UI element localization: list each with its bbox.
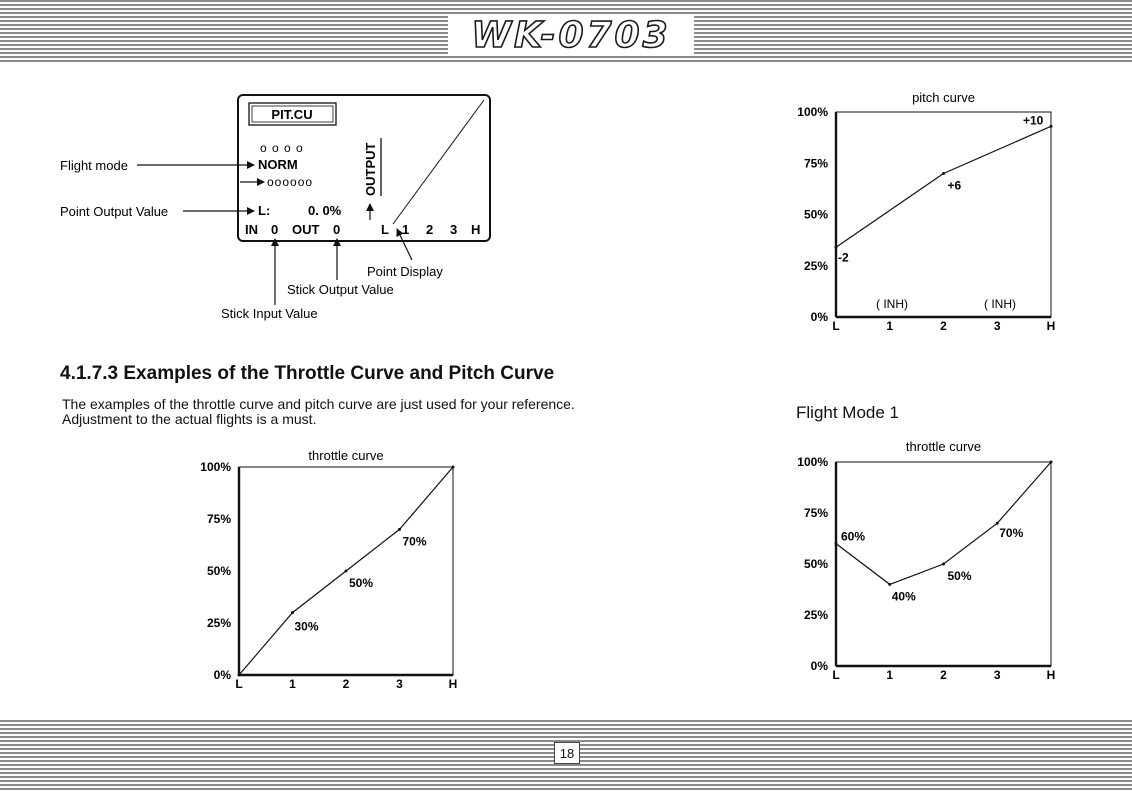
lcd-point-tick: 1 (402, 222, 410, 237)
data-point (888, 583, 891, 586)
data-point (398, 528, 401, 531)
data-point (238, 674, 241, 677)
x-tick-label: 3 (993, 668, 1001, 682)
intro-text: Adjustment to the actual flights is a must. (62, 411, 317, 427)
lcd-output-label: OUTPUT (363, 142, 378, 196)
data-label: 40% (891, 589, 916, 604)
y-tick-label: 0% (810, 659, 828, 673)
data-point (1050, 461, 1053, 464)
x-tick-label: 3 (993, 319, 1001, 333)
callout-flight-mode: Flight mode (60, 158, 128, 173)
data-point (345, 570, 348, 573)
intro-text: The examples of the throttle curve and pitch curve are just used for your reference. (62, 396, 575, 412)
data-point (291, 611, 294, 614)
y-tick-label: 25% (803, 258, 828, 273)
data-label: 50% (349, 576, 374, 590)
x-tick-label: 1 (289, 677, 296, 691)
x-tick-label: H (1046, 668, 1056, 682)
lcd-out-label: OUT (292, 222, 320, 237)
y-tick-label: 25% (206, 616, 231, 630)
x-tick-label: 2 (940, 319, 947, 333)
y-tick-label: 25% (803, 608, 828, 622)
chart-title: pitch curve (912, 90, 975, 105)
inhibit-annotation: ( INH) (876, 297, 908, 311)
x-tick-label: L (235, 677, 243, 691)
data-point (996, 522, 999, 525)
lcd-dots-row: oooooo (267, 175, 314, 189)
lcd-mode-dots: o o o o (260, 141, 304, 155)
x-tick-label: 2 (940, 668, 947, 682)
x-tick-label: 3 (396, 677, 403, 691)
data-label: 30% (294, 619, 319, 634)
lcd-point-label: L: (258, 203, 271, 218)
y-tick-label: 75% (206, 512, 231, 526)
x-tick-label: H (448, 677, 458, 691)
chart-title: throttle curve (308, 448, 384, 463)
y-tick-label: 0% (213, 668, 231, 682)
lcd-point-tick: L (381, 222, 389, 237)
data-label: +6 (947, 178, 962, 193)
flight-mode-title: Flight Mode 1 (796, 403, 899, 422)
lcd-out-value: 0 (333, 222, 341, 237)
lcd-in-value: 0 (271, 222, 279, 237)
y-tick-label: 0% (810, 310, 828, 324)
chart-title: throttle curve (905, 439, 982, 454)
data-point (452, 466, 455, 469)
lcd-point-value: 0. 0% (308, 203, 342, 218)
data-label: +10 (1023, 113, 1044, 128)
y-tick-label: 50% (803, 557, 828, 571)
lcd-point-tick: H (471, 222, 481, 237)
data-point (835, 246, 838, 249)
header-title: WK-0703 (448, 14, 694, 56)
callout-point-output-value: Point Output Value (60, 204, 169, 219)
page-number: 18 (554, 742, 580, 764)
lcd-in-label: IN (245, 222, 258, 237)
callout-stick-output-value: Stick Output Value (287, 282, 394, 297)
x-tick-label: 1 (886, 319, 894, 333)
x-tick-label: H (1046, 319, 1056, 333)
data-label: 60% (841, 529, 866, 544)
y-tick-label: 75% (803, 506, 828, 520)
y-tick-label: 100% (797, 105, 828, 119)
y-tick-label: 100% (200, 460, 231, 474)
data-label: 50% (947, 569, 972, 583)
lcd-title: PIT.CU (271, 107, 313, 122)
y-tick-label: 50% (206, 564, 231, 578)
callout-stick-input-value: Stick Input Value (221, 306, 318, 321)
data-label: 70% (999, 526, 1024, 541)
x-tick-label: L (832, 319, 840, 333)
data-point (942, 563, 945, 566)
data-label: -2 (838, 250, 849, 265)
x-tick-label: 1 (886, 668, 894, 682)
y-tick-label: 50% (803, 207, 828, 222)
data-point (1050, 125, 1053, 128)
data-point (942, 172, 945, 175)
inhibit-annotation: ( INH) (984, 297, 1016, 311)
x-tick-label: 2 (342, 677, 350, 691)
lcd-mode: NORM (258, 157, 298, 172)
y-tick-label: 75% (803, 156, 828, 171)
y-tick-label: 100% (797, 455, 828, 469)
data-label: 70% (402, 534, 427, 549)
x-tick-label: L (832, 668, 840, 682)
lcd-point-tick: 3 (450, 222, 458, 237)
callout-point-display: Point Display (367, 264, 443, 279)
chart-frame (836, 112, 1051, 317)
series-line (836, 462, 1051, 584)
lcd-point-tick: 2 (426, 222, 434, 237)
series-line (836, 126, 1051, 247)
data-point (835, 542, 838, 545)
section-heading: 4.1.7.3 Examples of the Throttle Curve and Pitch Curve (60, 363, 555, 384)
